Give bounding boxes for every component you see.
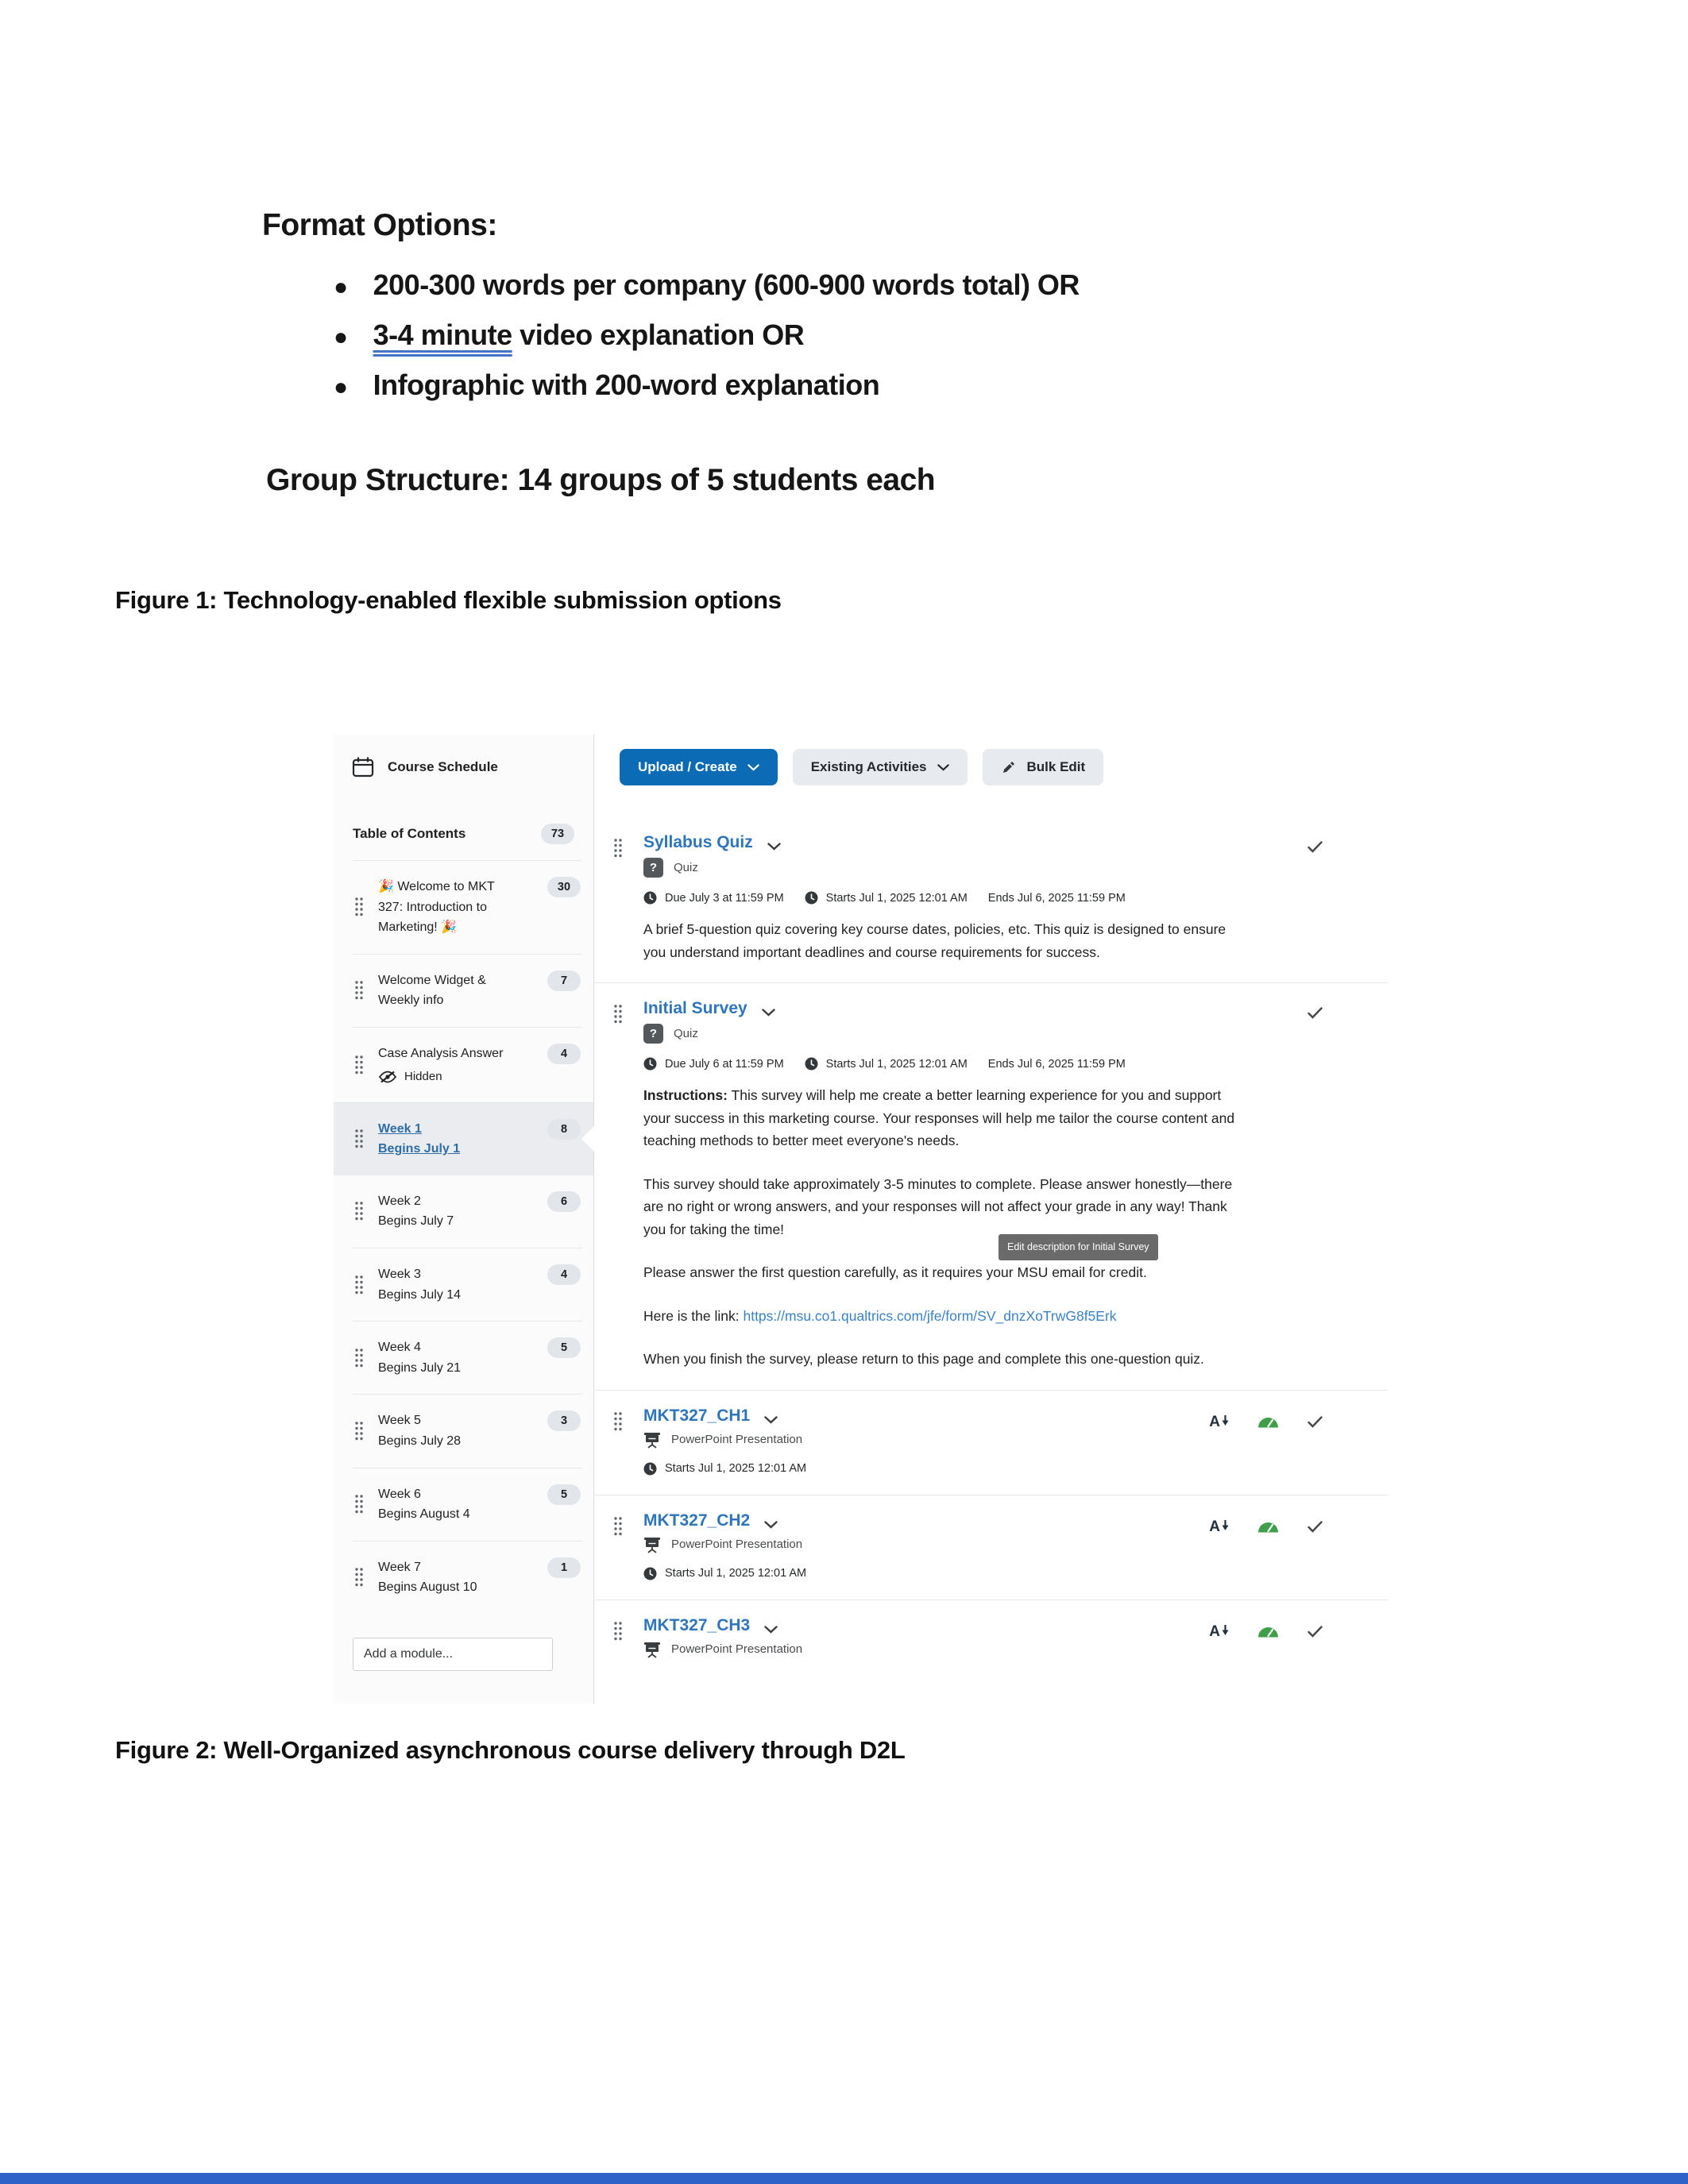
bulk-edit-button[interactable] <box>983 749 1104 785</box>
sidebar-module-welcome-widget[interactable] <box>353 954 582 1027</box>
group-structure-line: Group Structure: 14 groups of 5 students each <box>266 463 936 497</box>
format-option-text: 200-300 words per company (600-900 words total) OR <box>373 268 1080 301</box>
chevron-down-icon[interactable] <box>762 1009 775 1017</box>
alternative-formats-icon[interactable]: A <box>1209 1519 1229 1534</box>
drag-handle-icon[interactable] <box>613 1411 623 1432</box>
format-options-list <box>334 268 1080 419</box>
drag-handle-icon[interactable] <box>354 1494 364 1515</box>
completion-checkmark-icon[interactable] <box>1308 841 1323 853</box>
module-title[interactable]: Week 6 <box>378 1487 421 1501</box>
module-title-group <box>378 1264 517 1305</box>
format-option-text-rest: video explanation OR <box>512 318 805 351</box>
module-title-group <box>378 1119 517 1160</box>
survey-paragraph: This survey should take approximately 3-5 minutes to complete. Please answer honestly—there are no right or wrong answers, and your responses will not affect your grade in any way! Thank you for taking the time! <box>643 1175 1233 1237</box>
item-type-label: PowerPoint Presentation <box>671 1538 803 1552</box>
module-title-group <box>378 1557 517 1598</box>
module-count-badge: 6 <box>547 1191 581 1212</box>
powerpoint-presentation-icon <box>643 1431 661 1449</box>
chevron-down-icon[interactable] <box>764 1416 778 1424</box>
instructions-text: This survey will help me create a better learning experience for you and support your success in this marketing course. Your responses will help me tailor the course content and teaching methods to better meet everyone's needs. <box>643 1087 1235 1149</box>
due-date: Due July 3 at 11:59 PM <box>665 891 784 905</box>
figure1-caption: Figure 1: Technology-enabled flexible submission options <box>115 586 782 614</box>
module-count-badge: 4 <box>547 1264 581 1285</box>
drag-handle-icon[interactable] <box>354 1421 364 1441</box>
end-date: Ends Jul 6, 2025 11:59 PM <box>987 891 1126 905</box>
hidden-label: Hidden <box>404 1069 442 1083</box>
instructions-label: Instructions: <box>643 1087 728 1104</box>
content-item-mkt327-ch3 <box>594 1599 1388 1677</box>
sidebar-module-week-3[interactable] <box>353 1248 582 1321</box>
completion-checkmark-icon[interactable] <box>1308 1416 1323 1428</box>
chevron-down-icon[interactable] <box>767 843 781 851</box>
end-date: Ends Jul 6, 2025 11:59 PM <box>987 1057 1126 1071</box>
drag-handle-icon[interactable] <box>354 1055 364 1075</box>
alternative-formats-icon[interactable]: A <box>1209 1414 1229 1430</box>
module-title-group <box>378 1410 517 1451</box>
d2l-sidebar <box>334 735 594 1704</box>
ally-accessibility-score-icon[interactable] <box>1257 1416 1279 1428</box>
drag-handle-icon[interactable] <box>354 897 364 917</box>
clock-icon <box>643 1462 657 1476</box>
drag-handle-icon[interactable] <box>354 1129 364 1149</box>
qualtrics-link[interactable]: https://msu.co1.qualtrics.com/jfe/form/SV_dnzXoTrwG8f5Erk <box>743 1307 1117 1324</box>
module-title[interactable]: 🎉 Welcome to MKT 327: Introduction to Marketing! 🎉 <box>378 880 495 935</box>
item-title-link[interactable]: Initial Survey <box>643 999 747 1018</box>
format-option-item <box>334 268 1080 318</box>
module-title-group <box>378 1191 517 1232</box>
link-prefix: Here is the link: <box>643 1307 744 1324</box>
module-subtitle[interactable]: Begins July 21 <box>378 1360 462 1375</box>
module-subtitle[interactable]: Begins July 7 <box>378 1214 454 1229</box>
sidebar-module-week-4[interactable] <box>353 1321 582 1394</box>
module-title[interactable]: Week 2 <box>378 1194 421 1208</box>
module-title[interactable]: Week 3 <box>378 1267 421 1281</box>
drag-handle-icon[interactable] <box>354 1201 364 1221</box>
sidebar-module-week-7[interactable] <box>353 1541 582 1614</box>
item-title-link[interactable]: MKT327_CH3 <box>643 1615 751 1634</box>
format-options-heading: Format Options: <box>262 208 497 242</box>
item-description: A brief 5-question quiz covering key course dates, policies, etc. This quiz is designed to ensure you understand important deadlines and course requirements for success. <box>643 921 1226 960</box>
sidebar-module-case-analysis[interactable] <box>353 1027 582 1102</box>
chevron-down-icon[interactable] <box>764 1626 778 1634</box>
sidebar-module-week-6[interactable] <box>353 1468 582 1541</box>
clock-icon <box>643 891 657 905</box>
completion-checkmark-icon[interactable] <box>1308 1521 1323 1533</box>
module-title-group <box>378 1337 517 1378</box>
completion-checkmark-icon[interactable] <box>1308 1626 1323 1638</box>
item-type-label: PowerPoint Presentation <box>671 1642 803 1657</box>
d2l-main-content <box>594 735 1402 1704</box>
bullet-icon: ● <box>334 324 348 350</box>
toc-count-badge: 73 <box>541 824 574 844</box>
clock-icon <box>805 891 818 905</box>
item-description <box>643 1084 1241 1152</box>
start-date: Starts Jul 1, 2025 12:01 AM <box>665 1567 807 1580</box>
sidebar-module-week-1[interactable] <box>334 1102 593 1175</box>
module-subtitle[interactable]: Begins July 14 <box>378 1287 462 1302</box>
course-schedule-label[interactable]: Course Schedule <box>388 759 498 774</box>
bulk-edit-label: Bulk Edit <box>1026 759 1086 774</box>
start-date: Starts Jul 1, 2025 12:01 AM <box>825 891 968 905</box>
drag-handle-icon[interactable] <box>613 838 623 859</box>
module-count-badge: 5 <box>547 1337 581 1358</box>
clock-icon <box>805 1057 818 1071</box>
module-count-badge: 4 <box>547 1044 581 1064</box>
page-footer-bar <box>0 2173 1688 2184</box>
module-title-group <box>378 1044 517 1086</box>
existing-activities-button[interactable] <box>793 749 968 785</box>
format-option-text <box>373 318 805 352</box>
module-title[interactable]: Case Analysis Answer <box>378 1046 504 1060</box>
module-subtitle[interactable]: Begins July 1 <box>378 1142 461 1156</box>
module-list <box>334 860 593 1614</box>
figure2-caption: Figure 2: Well-Organized asynchronous course delivery through D2L <box>115 1736 906 1764</box>
module-count-badge: 5 <box>547 1484 581 1505</box>
upload-create-label: Upload / Create <box>638 759 737 774</box>
module-subtitle[interactable]: Begins August 4 <box>378 1507 470 1522</box>
module-count-badge: 3 <box>547 1410 581 1431</box>
module-title[interactable]: Week 7 <box>378 1560 421 1574</box>
item-title-link[interactable]: Syllabus Quiz <box>643 833 753 851</box>
completion-checkmark-icon[interactable] <box>1308 1007 1323 1019</box>
content-item-initial-survey <box>594 982 1388 1390</box>
powerpoint-presentation-icon <box>643 1536 661 1553</box>
drag-handle-icon[interactable] <box>354 1275 364 1295</box>
item-type-label: PowerPoint Presentation <box>671 1433 803 1447</box>
drag-handle-icon[interactable] <box>613 1004 623 1024</box>
d2l-screenshot <box>334 735 1402 1704</box>
item-title-link[interactable]: MKT327_CH1 <box>643 1406 751 1425</box>
drag-handle-icon[interactable] <box>354 1567 364 1588</box>
edit-description-tooltip: Edit description for Initial Survey <box>999 1234 1158 1260</box>
chevron-down-icon <box>747 764 759 771</box>
quiz-icon: ? <box>643 1024 663 1044</box>
survey-link-line <box>643 1305 1241 1328</box>
module-subtitle[interactable]: Begins August 10 <box>378 1580 477 1595</box>
course-schedule-item[interactable] <box>334 735 593 779</box>
sidebar-module-week-2[interactable] <box>353 1175 582 1248</box>
content-item-syllabus-quiz <box>594 817 1388 982</box>
bullet-icon: ● <box>334 274 348 300</box>
module-count-badge: 1 <box>547 1557 581 1578</box>
module-title[interactable]: Week 1 <box>378 1121 422 1136</box>
format-option-item <box>334 318 1080 369</box>
ally-accessibility-score-icon[interactable] <box>1257 1521 1279 1533</box>
toc-label[interactable]: Table of Contents <box>353 826 466 841</box>
hidden-status <box>378 1067 517 1086</box>
item-type-label: Quiz <box>674 861 698 874</box>
module-title-group <box>378 1484 517 1525</box>
clock-icon <box>643 1057 657 1071</box>
sidebar-module-week-5[interactable] <box>353 1394 582 1467</box>
item-type-label: Quiz <box>674 1027 698 1041</box>
module-subtitle[interactable]: Begins July 28 <box>378 1433 462 1448</box>
spellcheck-underlined-text: 3-4 minute <box>373 318 512 351</box>
start-date: Starts Jul 1, 2025 12:01 AM <box>825 1057 968 1071</box>
due-date: Due July 6 at 11:59 PM <box>665 1057 784 1071</box>
table-of-contents-item[interactable] <box>353 824 574 844</box>
format-option-text: Infographic with 200-word explanation <box>373 369 880 401</box>
module-title[interactable]: Week 5 <box>378 1414 421 1428</box>
clock-icon <box>643 1567 657 1580</box>
drag-handle-icon[interactable] <box>613 1516 623 1537</box>
powerpoint-presentation-icon <box>643 1641 661 1658</box>
chevron-down-icon <box>937 764 949 771</box>
start-date: Starts Jul 1, 2025 12:01 AM <box>665 1462 807 1476</box>
chevron-down-icon[interactable] <box>764 1521 778 1529</box>
drag-handle-icon[interactable] <box>354 980 364 1001</box>
drag-handle-icon[interactable] <box>354 1348 364 1368</box>
calendar-icon <box>351 755 375 779</box>
survey-paragraph-wrap <box>643 1241 1241 1284</box>
module-count-badge: 7 <box>547 970 581 991</box>
bulk-edit-icon <box>1001 759 1017 775</box>
content-toolbar <box>620 749 1402 785</box>
ally-accessibility-score-icon[interactable] <box>1257 1626 1279 1638</box>
add-module-input[interactable] <box>353 1638 553 1671</box>
survey-paragraph: Please answer the first question carefully, as it requires your MSU email for credit. <box>643 1264 1147 1281</box>
module-title[interactable]: Welcome Widget & Weekly info <box>378 973 486 1008</box>
module-count-badge: 30 <box>547 877 581 897</box>
alternative-formats-icon[interactable]: A <box>1209 1624 1229 1639</box>
quiz-icon: ? <box>643 858 663 878</box>
survey-paragraph: When you finish the survey, please return to this page and complete this one-question quiz. <box>643 1351 1204 1368</box>
content-item-list <box>594 817 1402 1677</box>
content-item-mkt327-ch2 <box>594 1495 1388 1599</box>
module-title[interactable]: Week 4 <box>378 1341 421 1355</box>
bullet-icon: ● <box>334 374 348 400</box>
drag-handle-icon[interactable] <box>613 1621 623 1642</box>
module-count-badge: 8 <box>547 1119 581 1140</box>
item-title-link[interactable]: MKT327_CH2 <box>643 1511 751 1530</box>
content-item-mkt327-ch1 <box>594 1390 1388 1495</box>
existing-activities-label: Existing Activities <box>810 759 927 774</box>
upload-create-button[interactable] <box>620 749 778 785</box>
sidebar-module-welcome[interactable] <box>353 860 582 954</box>
format-option-item <box>334 369 1080 419</box>
hidden-eye-icon <box>378 1071 397 1083</box>
